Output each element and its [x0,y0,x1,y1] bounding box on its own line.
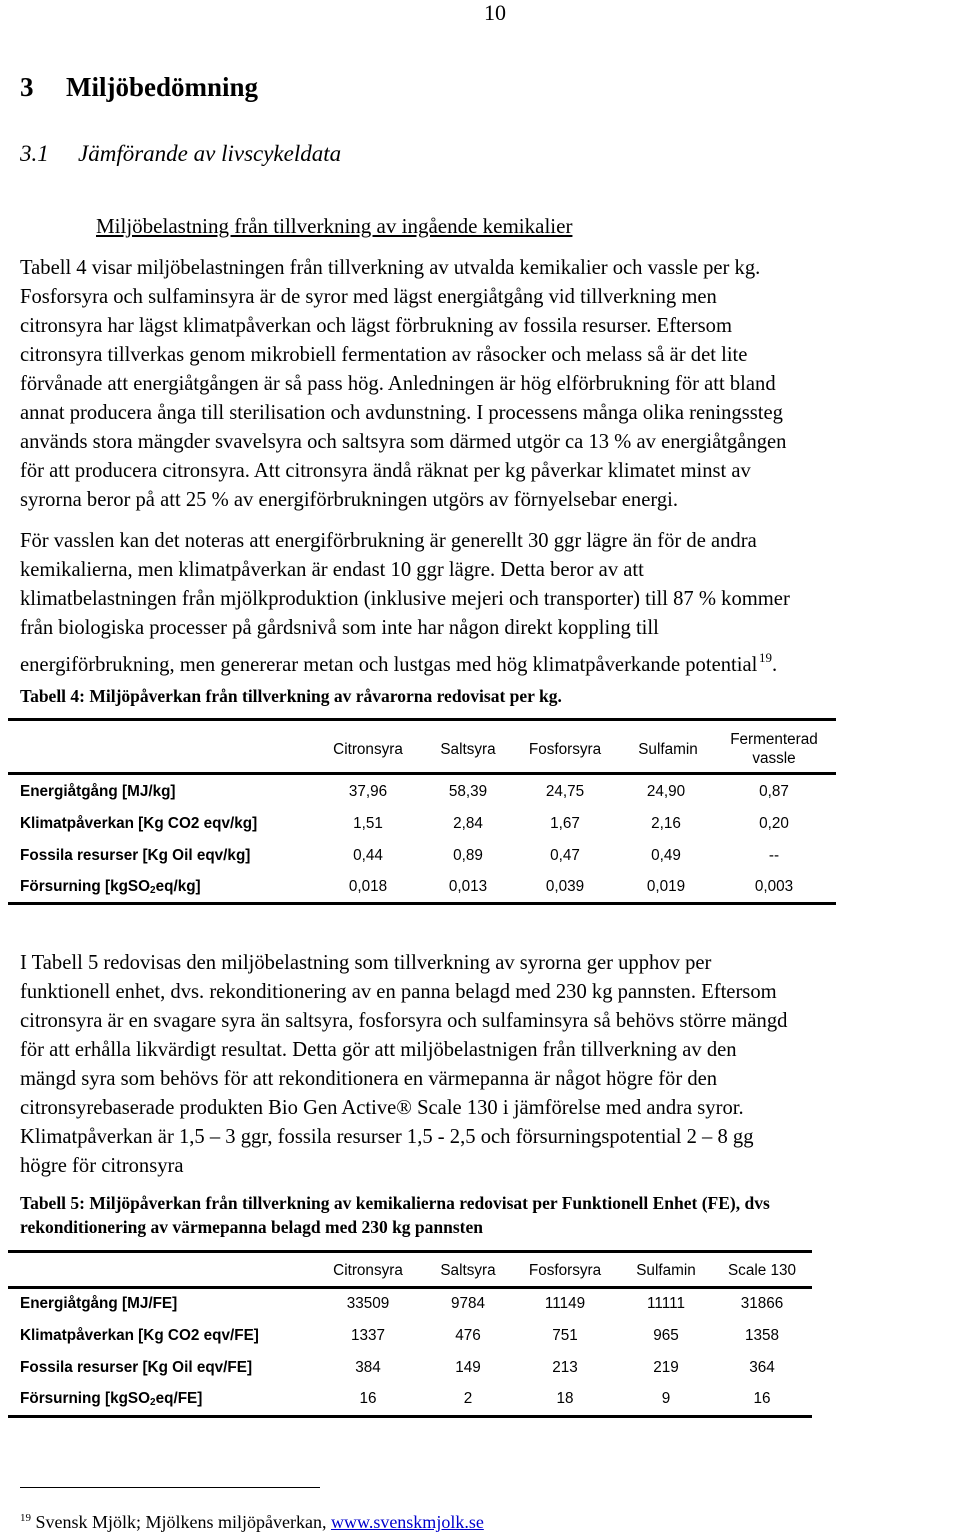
table-cell: 364 [749,1359,775,1376]
heading-2-number: 3.1 [20,141,49,166]
table-cell: 0,49 [651,847,681,864]
text-line: för att producera citronsyra. Att citronsyra ändå räknat per kg påverkar klimatet minst av [20,460,751,482]
column-header: Citronsyra [333,1262,403,1279]
table-cell: 476 [455,1327,481,1344]
label-subscript: 2 [150,1397,156,1408]
text-line: annat producera ånga till sterilisation och avdunstning. I processens många olika reningssteg [20,402,783,424]
paragraph-3 [20,949,960,1181]
table-cell: 1,51 [353,815,383,832]
page-number: 10 [484,0,506,25]
table-cell: 0,47 [550,847,580,864]
text-fragment: . [772,654,778,676]
row-label: Energiåtgång [MJ/kg] [20,783,176,800]
heading-2 [20,141,341,167]
text-line: citronsyra tillverkas genom mikrobiell fermentation av råsocker och melass så är det lite [20,344,748,366]
row-label: Klimatpåverkan [Kg CO2 eqv/FE] [20,1327,259,1344]
column-header: Scale 130 [727,1262,797,1279]
table-cell: 965 [653,1327,679,1344]
heading-2-title: Jämförande av livscykeldata [78,141,342,166]
table-cell: 58,39 [448,783,488,800]
table-row [8,1327,818,1347]
paragraph-1 [20,254,960,515]
column-header: Saltsyra [440,741,496,758]
table-cell: 2 [463,1390,473,1407]
text-line: I Tabell 5 redovisas den miljöbelastning som tillverkning av syrorna ger upphov per [20,952,712,974]
text-line: citronsyra har lägst klimatpåverkan och lägst förbrukning av fossila resurser. Eftersom [20,315,732,337]
text-line: mängd syra som behövs för att rekonditionera en värmepanna är något högre för den [20,1068,718,1090]
table-row [8,878,838,898]
text-line-last [20,643,960,680]
table-cell: 384 [355,1359,381,1376]
text-line: För vasslen kan det noteras att energiförbrukning är generellt 30 ggr lägre än för de andra [20,530,757,552]
row-label: Fossila resurser [Kg Oil eqv/kg] [20,847,251,864]
table-cell: 11149 [544,1295,586,1312]
table-cell: 11111 [647,1295,685,1312]
table-cell: 1,67 [550,815,580,832]
table-cell: -- [768,847,780,864]
table-4 [8,718,838,908]
table-row [8,1359,818,1379]
column-header: Saltsyra [440,1262,496,1279]
table-cell: 9 [661,1390,671,1407]
table-row [8,1295,818,1315]
table-cell: 16 [753,1390,771,1407]
text-line: Tabell 4 visar miljöbelastningen från tillverkning av utvalda kemikalier och vassle per kg. [20,257,761,279]
table-cell: 0,039 [545,878,585,895]
heading-1 [20,72,258,103]
table-rule-header [8,1286,812,1289]
table-cell: 9784 [450,1295,486,1312]
label-part: Försurning [kgSO [20,878,151,895]
table-cell: 0,013 [448,878,488,895]
footnote [20,1512,484,1533]
row-label: Klimatpåverkan [Kg CO2 eqv/kg] [20,815,258,832]
table-cell: 149 [455,1359,481,1376]
text-line: förvånade att energiåtgången är så pass hög. Anledningen är hög elförbrukning för att bland [20,373,776,395]
column-header: Fosforsyra [528,1262,602,1279]
text-line: högre för citronsyra [20,1155,184,1177]
text-line: citronsyra är en svagare syra än saltsyra, fosforsyra och sulfaminsyra så behövs större mängd [20,1010,788,1032]
table-5-caption [20,1191,770,1239]
column-header: Citronsyra [333,741,403,758]
heading-1-title: Miljöbedömning [66,72,259,102]
table-header-row [8,1261,818,1281]
text-line: från biologiska processer på gårdsnivå som inte har någon direkt koppling till [20,617,659,639]
row-label [20,878,201,896]
row-label: Fossila resurser [Kg Oil eqv/FE] [20,1359,253,1376]
text-line: citronsyrebaserade produkten Bio Gen Active® Scale 130 i jämförelse med andra syror. [20,1097,744,1119]
table-row [8,847,838,867]
table-cell: 2,16 [651,815,681,832]
table-cell: 37,96 [348,783,388,800]
table-cell: 1337 [350,1327,386,1344]
table-rule-top [8,718,836,721]
footnote-text: Svensk Mjölk; Mjölkens miljöpåverkan, [35,1512,331,1532]
text-line: syrorna beror på att 25 % av energiförbrukningen utgörs av förnyelsebar energi. [20,489,679,511]
table-cell: 0,20 [759,815,789,832]
footnote-link[interactable]: www.svenskmjolk.se [330,1512,484,1532]
table-cell: 0,018 [348,878,388,895]
caption-line: Tabell 4: Miljöpåverkan från tillverkning av råvarorna redovisat per kg. [20,686,562,706]
text-fragment: energiförbrukning, men genererar metan och lustgas med hög klimatpåverkande potential [20,654,758,676]
footnote-ref[interactable]: 19 [759,650,773,665]
table-cell: 24,75 [545,783,585,800]
paragraph-2 [20,527,960,680]
table-row [8,783,838,803]
label-part: Försurning [kgSO [20,1390,151,1407]
text-line: används stora mängder svavelsyra och saltsyra som därmed utgör ca 13 % av energiåtgången [20,431,787,453]
column-header: Fermenterad vassle [730,731,818,767]
label-subscript: 2 [150,885,156,896]
table-cell: 1358 [744,1327,780,1344]
table-cell: 0,89 [453,847,483,864]
heading-3: Miljöbelastning från tillverkning av ingående kemikalier [96,214,573,238]
heading-1-number: 3 [20,72,34,102]
table-rule-top [8,1250,812,1253]
table-rule-header [8,772,836,775]
text-line: Fosforsyra och sulfaminsyra är de syror med lägst energiåtgång vid tillverkning men [20,286,717,308]
table-cell: 0,44 [353,847,383,864]
text-line: för att erhålla likvärdigt resultat. Detta gör att miljöbelastnigen från tillverkning av den [20,1039,737,1061]
table-cell: 0,87 [759,783,789,800]
row-label: Energiåtgång [MJ/FE] [20,1295,178,1312]
table-rule-bottom [8,1415,812,1418]
table-4-caption [20,684,562,708]
table-cell: 213 [552,1359,578,1376]
table-5 [8,1250,818,1422]
table-rule-bottom [8,902,836,905]
table-cell: 0,019 [646,878,686,895]
footnote-number: 19 [20,1512,31,1524]
table-header-row [8,728,838,768]
text-line: funktionell enhet, dvs. rekonditionering av en panna belagd med 230 kg pannsten. Eftersom [20,981,777,1003]
table-cell: 0,003 [754,878,794,895]
footnote-separator [20,1487,320,1488]
table-cell: 219 [653,1359,679,1376]
column-header: Fosforsyra [528,741,602,758]
label-part: eq/FE] [155,1390,203,1407]
column-header: Sulfamin [638,741,698,758]
label-part: eq/kg] [155,878,201,895]
table-cell: 16 [359,1390,377,1407]
column-header: Sulfamin [636,1262,696,1279]
text-line: klimatbelastningen från mjölkproduktion (inklusive mejeri och transporter) till 87 % kommer [20,588,790,610]
caption-line: Tabell 5: Miljöpåverkan från tillverkning av kemikalierna redovisat per Funktionell Enhet (FE), dvs [20,1193,770,1213]
table-cell: 751 [552,1327,578,1344]
caption-line: rekonditionering av värmepanna belagd med 230 kg pannsten [20,1217,484,1237]
text-line: kemikalierna, men klimatpåverkan är endast 10 ggr lägre. Detta beror av att [20,559,644,581]
text-line: Klimatpåverkan är 1,5 – 3 ggr, fossila resurser 1,5 - 2,5 och försurningspotential 2 – 8 gg [20,1126,754,1148]
table-cell: 31866 [740,1295,784,1312]
table-row [8,815,838,835]
table-cell: 33509 [346,1295,390,1312]
table-cell: 2,84 [453,815,483,832]
table-row [8,1390,818,1410]
table-cell: 24,90 [646,783,686,800]
table-cell: 18 [556,1390,574,1407]
row-label [20,1390,202,1408]
